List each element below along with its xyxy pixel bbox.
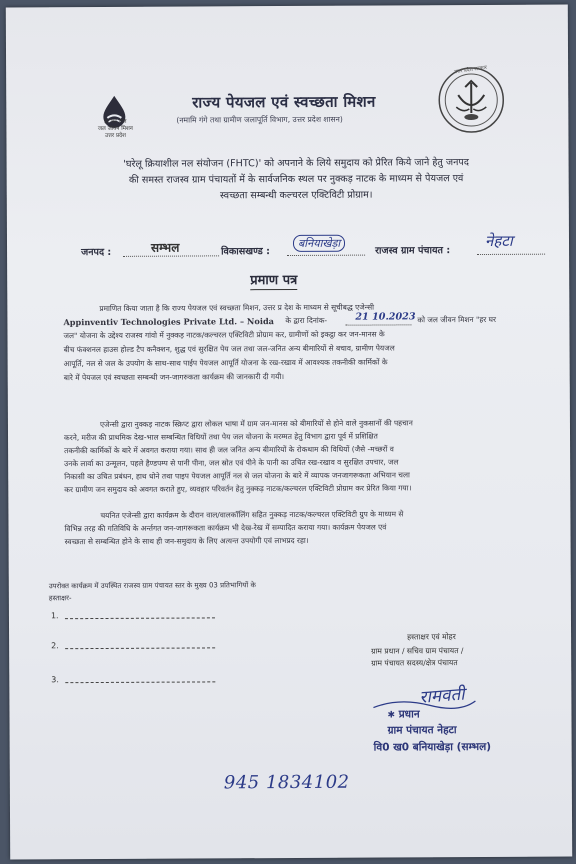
para-line: तकनीकी कार्मिकों के बारे में अवगत कराया गया। साथ ही जल जनित अन्य बीमारियों के रोकथाम की विधियों (जैसे -मच्छरों व	[64, 444, 394, 456]
participant-signature-line	[65, 612, 215, 619]
stamp-line: ग्राम पंचायत नेहटा	[387, 724, 457, 737]
participants-intro: उपरोक्त कार्यक्रम में उपस्थित राजस्व ग्राम पंचायत स्तर के मुख्य 03 प्रतिभागियों के	[48, 581, 256, 591]
intro-line: की समस्त राजस्व ग्राम पंचायतों में के सार्वजनिक स्थल पर नुक्कड़ नाटक के माध्यम से पेयजल एवं	[128, 173, 464, 186]
para-line: निकासी का उचित प्रबंधन, हाथ धोने तथा पाइप पेयजल आपूर्ति नल से जल योजना के बारे में व्यापक जनजागरूकता अभियान चला	[64, 470, 410, 482]
participant-signature-line	[65, 642, 215, 649]
emblem-text: उत्तर प्रदेश सरकार	[453, 64, 488, 76]
para-line: प्रमाणित किया जाता है कि राज्य पेयजल एवं स्वच्छता मिशन, उत्तर प्र देश के माध्यम से सूचीबद्ध एजेन्सी	[99, 302, 375, 313]
para-line: जल" योजना के उद्देश्य राजस्व गांवो में नुक्कड़ नाटक/कल्चरल एक्टिविटी प्रोग्राम कर, ग्रामीणों को इकट्ठा कर जन-मानस के	[63, 329, 385, 341]
vikaskhand-value: बनियाखेड़ा	[293, 235, 345, 252]
signatory-designation: ग्राम पंचायत सदस्य/क्षेत्र पंचायत	[371, 658, 458, 668]
para-line: को जल जीवन मिशन "हर घर	[417, 314, 497, 325]
gram-panchayat-label: राजस्व ग्राम पंचायत :	[375, 245, 451, 257]
program-date: 21 10.2023	[355, 311, 416, 323]
vikaskhand-label: विकासखण्ड :	[221, 246, 270, 258]
signatory-designation: ग्राम प्रधान / सचिव ग्राम पंचायत /	[371, 646, 464, 656]
logo-caption-line: उत्तर प्रदेश	[104, 132, 126, 139]
up-government-emblem	[436, 65, 506, 135]
pradhan-signature: रामवती	[418, 684, 466, 708]
agency-name: Appinventiv Technologies Private Ltd. – Noida	[63, 316, 275, 328]
janpad-value: सम्भल	[150, 240, 180, 255]
para-line: स्वच्छता से सम्बन्धित होने के साथ ही जन-समुदाय के लिए अत्यन्त उपयोगी एवं लाभप्रद रहा।	[64, 535, 309, 547]
para-line: आपूर्ति, नल से जल के उपयोग के साथ-साथ पाईप पेयजल आपूर्ति योजना के रख-रखाव में आवश्यक तकनीकी कार्मिकों के	[63, 357, 388, 369]
gram-panchayat-value: नेहटा	[484, 231, 513, 250]
intro-line: 'घरेलू क्रियाशील नल संयोजन (FHTC)' को अपनाने के लिये समुदाय को प्रेरित किये जाने हेतु जनपद	[123, 157, 469, 170]
sign-and-seal-label: हस्ताक्षर एवं मोहर	[407, 632, 456, 642]
program-intro	[59, 155, 534, 205]
participants-intro-2: हस्ताक्षर-	[48, 594, 72, 603]
para-line: विभिन्न तरह की गतिविधि के अर्न्तगत जन-जागरूकता कार्यक्रम भी देख-रेख में सम्पादित कराया गया। कार्यक्रम पेयजल एवं	[64, 522, 387, 534]
janpad-label: जनपद :	[81, 246, 112, 259]
certificate-title: प्रमाण पत्र	[250, 270, 297, 290]
para-line: कर ग्रामीण जन समुदाय को अवगत कराते हुए, व्यवहार परिवर्तन हेतु नुक्कड़ नाटक/कल्चरल एक्टिविटी प्रोग्राम कर प्रेरित किया गया।	[64, 483, 412, 495]
logo-caption-line: जल जीवन मिशन	[97, 125, 133, 132]
para-line: करने, मरीज की प्राथमिक देख-भाल सम्बन्धित विधियों तथा पेय जल योजना के मरम्मत हेतु विभाग द्वारा पूर्व में प्रशिक्षित	[64, 431, 378, 443]
para-line: उनके लार्वा का उन्मूलन, पहले हैण्डपम्प से पानी पीना, जल स्रोत एवं पीने के पानी का उचित रख-रखाव व सुरक्षित उपचार, जल	[64, 457, 399, 469]
department-title: राज्य पेयजल एवं स्वच्छता मिशन	[192, 92, 376, 112]
logo-caption	[83, 119, 147, 140]
participant-number: 1.	[50, 611, 59, 621]
participant-number: 2.	[51, 641, 59, 651]
stamp-designation: ✱ प्रधान	[387, 708, 420, 721]
participant-number: 3.	[51, 675, 59, 685]
stamp-line: प्रधान	[398, 708, 420, 721]
para-line: बारे में पेयजल एवं स्वच्छता सम्बन्धी जन-जागरुकता कार्यक्रम की जानकारी दी गयी।	[63, 372, 285, 383]
para-line: के द्वारा दिनांक-	[285, 315, 328, 326]
handwritten-phone-number: 945 1834102	[223, 771, 350, 794]
participant-signature-line	[65, 676, 215, 683]
para-line: बीच फंक्शनल हाउस होल्ड टैप कनैक्शन, शुद्ध एवं सुरक्षित पेय जल तथा जल-जनित अन्य बीमारियों से बचाव, ग्रामीण पेयजल	[63, 343, 395, 355]
stamp-line: वि0 ख0 बनियाखेड़ा (सम्भल)	[373, 740, 492, 754]
intro-line: स्वच्छता सम्बन्धी कल्चरल एक्टिविटी प्रोग्राम।	[219, 189, 373, 202]
para-line: चयनित एजेन्सी द्वारा कार्यक्रम के दौरान वाल/वालकॉलिंग सहित नुक्कड़ नाटक/कल्चरल एक्टिविटी ग्रुप के माध्यम से	[100, 509, 404, 520]
department-subtitle: (नमामि गंगे तथा ग्रामीण जलापूर्ति विभाग, उत्तर प्रदेश शासन)	[176, 114, 343, 125]
signature-flourish	[369, 695, 479, 714]
certificate-page	[6, 5, 572, 860]
para-line: एजेन्सी द्वारा नुक्कड़ नाटक स्क्रिप्ट द्वारा लोकल भाषा में ग्राम जन-मानस को बीमारियों से होने वाले नुकसानों की पहचान	[99, 418, 413, 429]
logo-caption-line: हर घर जल	[104, 118, 127, 125]
